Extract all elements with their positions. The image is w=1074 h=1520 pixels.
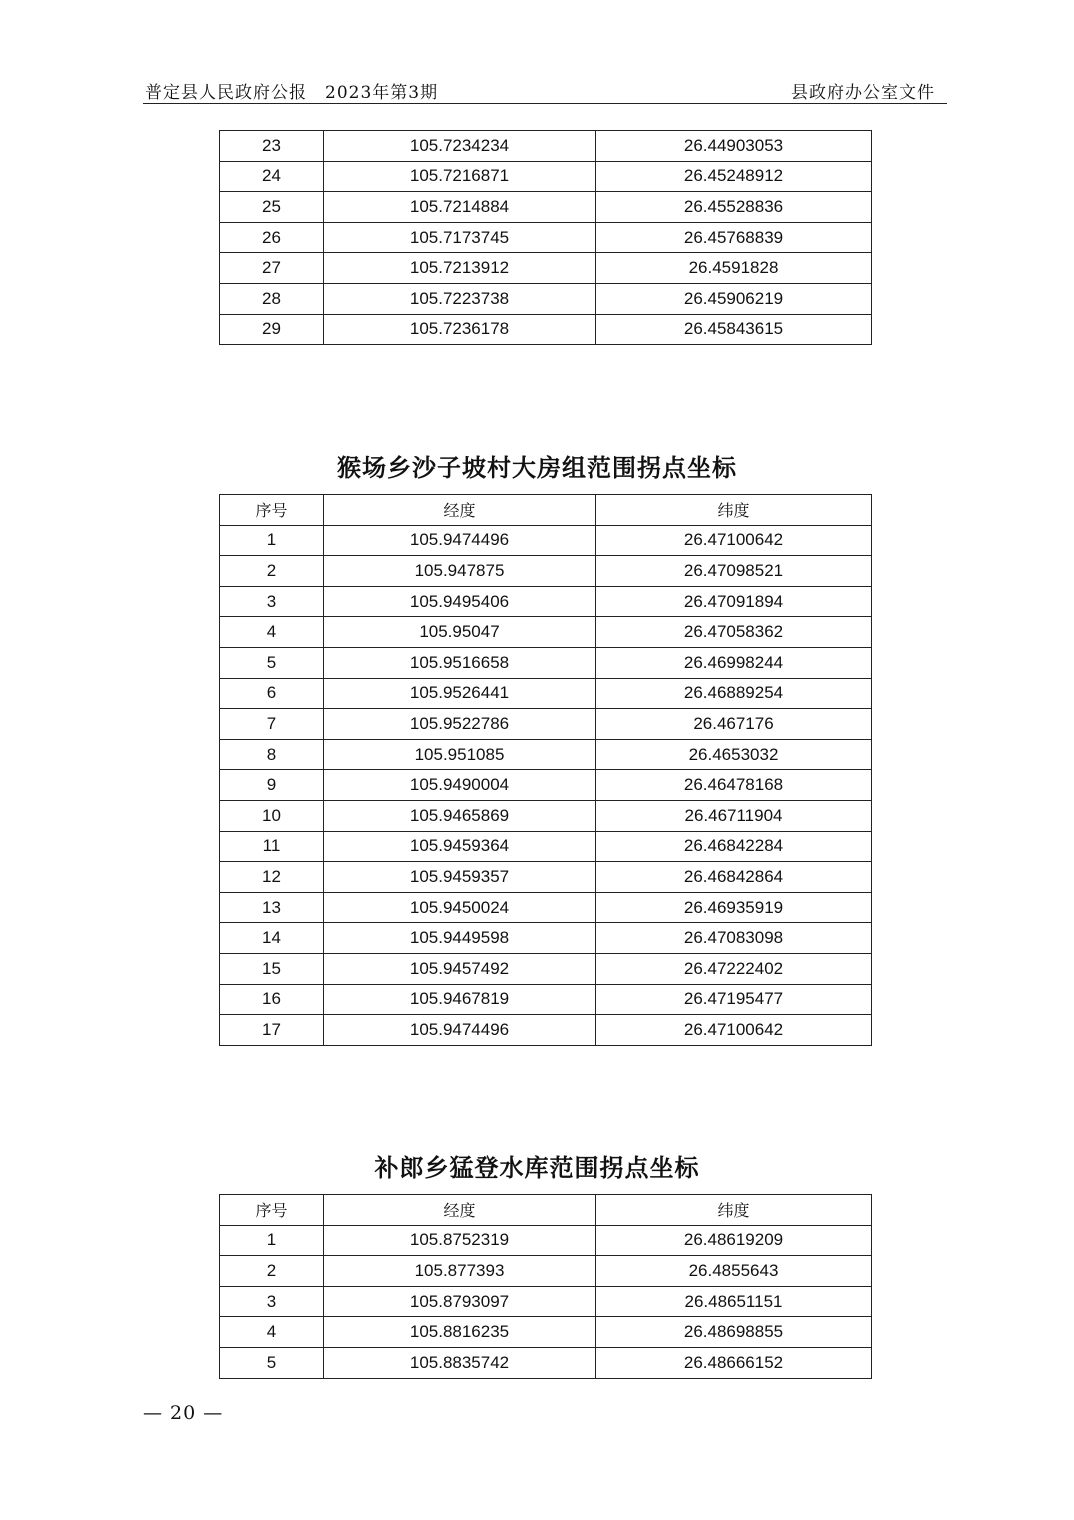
cell-index: 1 (220, 525, 324, 556)
table-row (220, 923, 872, 954)
coordinates-table-bulang (219, 1194, 872, 1379)
cell-index: 5 (220, 1347, 324, 1378)
table-row (220, 984, 872, 1015)
cell-index: 2 (220, 1256, 324, 1287)
cell-latitude: 26.47083098 (596, 923, 872, 954)
cell-latitude: 26.47058362 (596, 617, 872, 648)
header-index: 序号 (220, 1195, 324, 1226)
cell-longitude: 105.9450024 (324, 892, 596, 923)
cell-longitude: 105.9465869 (324, 800, 596, 831)
table-row (220, 192, 872, 223)
cell-latitude: 26.44903053 (596, 131, 872, 162)
table-row (220, 617, 872, 648)
cell-index: 12 (220, 862, 324, 893)
cell-longitude: 105.9522786 (324, 709, 596, 740)
cell-longitude: 105.9457492 (324, 953, 596, 984)
cell-latitude: 26.48698855 (596, 1317, 872, 1348)
table-row (220, 770, 872, 801)
cell-latitude: 26.46935919 (596, 892, 872, 923)
cell-longitude: 105.951085 (324, 739, 596, 770)
cell-index: 1 (220, 1225, 324, 1256)
cell-latitude: 26.46478168 (596, 770, 872, 801)
table-row (220, 1347, 872, 1378)
page-header (143, 76, 947, 104)
header-latitude: 纬度 (596, 1195, 872, 1226)
cell-index: 8 (220, 739, 324, 770)
cell-index: 24 (220, 161, 324, 192)
cell-longitude: 105.9495406 (324, 586, 596, 617)
table-row (220, 1317, 872, 1348)
table-row (220, 953, 872, 984)
cell-index: 5 (220, 647, 324, 678)
cell-longitude: 105.7236178 (324, 314, 596, 345)
table-header-row (220, 1195, 872, 1226)
cell-longitude: 105.7234234 (324, 131, 596, 162)
header-latitude: 纬度 (596, 495, 872, 526)
table-row (220, 800, 872, 831)
table-row (220, 161, 872, 192)
cell-latitude: 26.48619209 (596, 1225, 872, 1256)
cell-longitude: 105.95047 (324, 617, 596, 648)
table-row (220, 678, 872, 709)
cell-latitude: 26.47098521 (596, 556, 872, 587)
cell-longitude: 105.7214884 (324, 192, 596, 223)
table-row (220, 283, 872, 314)
cell-longitude: 105.8816235 (324, 1317, 596, 1348)
table-row (220, 131, 872, 162)
cell-index: 3 (220, 586, 324, 617)
cell-index: 25 (220, 192, 324, 223)
cell-index: 7 (220, 709, 324, 740)
cell-latitude: 26.47222402 (596, 953, 872, 984)
table-row (220, 739, 872, 770)
table-row (220, 862, 872, 893)
coordinates-table-continued (219, 130, 872, 345)
cell-index: 11 (220, 831, 324, 862)
table-row (220, 586, 872, 617)
cell-longitude: 105.9526441 (324, 678, 596, 709)
cell-longitude: 105.947875 (324, 556, 596, 587)
section-title-houchang: 猴场乡沙子坡村大房组范围拐点坐标 (337, 453, 737, 482)
header-index: 序号 (220, 495, 324, 526)
cell-longitude: 105.9474496 (324, 1015, 596, 1046)
cell-latitude: 26.46889254 (596, 678, 872, 709)
table-row (220, 709, 872, 740)
cell-latitude: 26.45528836 (596, 192, 872, 223)
cell-longitude: 105.7173745 (324, 222, 596, 253)
table-row (220, 253, 872, 284)
cell-index: 15 (220, 953, 324, 984)
cell-latitude: 26.46842864 (596, 862, 872, 893)
cell-longitude: 105.7223738 (324, 283, 596, 314)
cell-latitude: 26.46711904 (596, 800, 872, 831)
cell-latitude: 26.48666152 (596, 1347, 872, 1378)
cell-longitude: 105.9490004 (324, 770, 596, 801)
cell-latitude: 26.45906219 (596, 283, 872, 314)
header-section: 县政府办公室文件 (791, 83, 935, 103)
section-title-bulang: 补郎乡猛登水库范围拐点坐标 (374, 1153, 700, 1182)
cell-latitude: 26.4653032 (596, 739, 872, 770)
cell-latitude: 26.45843615 (596, 314, 872, 345)
header-publication: 普定县人民政府公报 2023年第3期 (145, 83, 439, 103)
table-row (220, 314, 872, 345)
cell-index: 4 (220, 1317, 324, 1348)
table-row (220, 1256, 872, 1287)
header-longitude: 经度 (324, 495, 596, 526)
table-row (220, 1015, 872, 1046)
cell-longitude: 105.9474496 (324, 525, 596, 556)
cell-latitude: 26.45768839 (596, 222, 872, 253)
cell-index: 10 (220, 800, 324, 831)
cell-index: 4 (220, 617, 324, 648)
table-row (220, 222, 872, 253)
cell-index: 28 (220, 283, 324, 314)
cell-longitude: 105.9459357 (324, 862, 596, 893)
cell-longitude: 105.9459364 (324, 831, 596, 862)
cell-latitude: 26.46998244 (596, 647, 872, 678)
cell-index: 3 (220, 1286, 324, 1317)
cell-index: 14 (220, 923, 324, 954)
table-row (220, 892, 872, 923)
cell-index: 2 (220, 556, 324, 587)
cell-index: 16 (220, 984, 324, 1015)
cell-longitude: 105.9449598 (324, 923, 596, 954)
coordinates-table-houchang (219, 494, 872, 1046)
cell-index: 27 (220, 253, 324, 284)
cell-latitude: 26.47195477 (596, 984, 872, 1015)
cell-longitude: 105.8793097 (324, 1286, 596, 1317)
cell-latitude: 26.47091894 (596, 586, 872, 617)
cell-index: 26 (220, 222, 324, 253)
page-number: — 20 — (143, 1402, 224, 1424)
cell-longitude: 105.9467819 (324, 984, 596, 1015)
table-row (220, 1225, 872, 1256)
cell-longitude: 105.877393 (324, 1256, 596, 1287)
cell-index: 6 (220, 678, 324, 709)
cell-longitude: 105.7213912 (324, 253, 596, 284)
table-row (220, 556, 872, 587)
cell-longitude: 105.8835742 (324, 1347, 596, 1378)
table-row (220, 647, 872, 678)
cell-latitude: 26.48651151 (596, 1286, 872, 1317)
cell-index: 17 (220, 1015, 324, 1046)
table-row (220, 831, 872, 862)
table-row (220, 525, 872, 556)
cell-longitude: 105.9516658 (324, 647, 596, 678)
cell-index: 9 (220, 770, 324, 801)
cell-index: 13 (220, 892, 324, 923)
cell-latitude: 26.4855643 (596, 1256, 872, 1287)
header-longitude: 经度 (324, 1195, 596, 1226)
cell-index: 23 (220, 131, 324, 162)
cell-index: 29 (220, 314, 324, 345)
cell-latitude: 26.45248912 (596, 161, 872, 192)
cell-latitude: 26.47100642 (596, 525, 872, 556)
table-row (220, 1286, 872, 1317)
cell-latitude: 26.4591828 (596, 253, 872, 284)
table-header-row (220, 495, 872, 526)
cell-latitude: 26.46842284 (596, 831, 872, 862)
cell-latitude: 26.47100642 (596, 1015, 872, 1046)
cell-longitude: 105.8752319 (324, 1225, 596, 1256)
cell-longitude: 105.7216871 (324, 161, 596, 192)
cell-latitude: 26.467176 (596, 709, 872, 740)
